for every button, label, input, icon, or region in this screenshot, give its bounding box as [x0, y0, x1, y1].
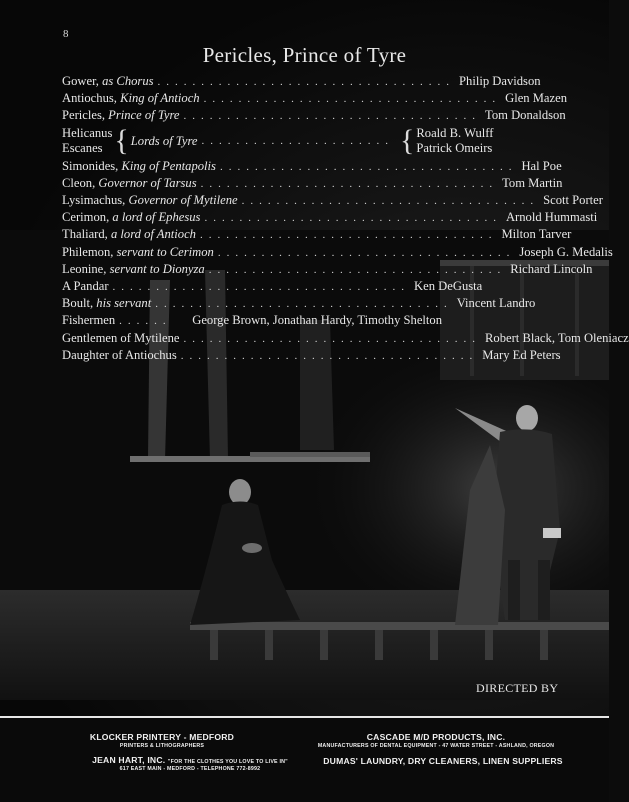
leader-dots: .................................. [219, 160, 518, 173]
role-name: Escanes [62, 141, 103, 156]
role-description: King of Pentapolis [121, 158, 216, 173]
lords-roles [62, 126, 112, 156]
role-name: Fishermen [62, 313, 116, 328]
actor-name: George Brown, Jonathan Hardy, Timothy Shelton [192, 313, 442, 328]
cast-row [62, 261, 593, 278]
cast-row [62, 330, 629, 347]
page-title: Pericles, Prince of Tyre [202, 43, 407, 67]
role-name: Cleon, [62, 175, 96, 190]
actor-name: Scott Porter [543, 193, 603, 208]
cast-row [62, 192, 603, 209]
lords-actors [416, 126, 493, 156]
leader-dots: .................................. [208, 263, 507, 276]
sponsor-jean-hart [60, 755, 320, 772]
actor-name: Mary Ed Peters [482, 347, 561, 362]
cast-row [62, 209, 598, 226]
actor-name: Tom Martin [502, 175, 563, 190]
leader-dots: .................................. [217, 246, 516, 259]
role-description: his servant [96, 296, 152, 311]
leader-dots: .................................. [241, 195, 540, 208]
actor-name: Arnold Hummasti [505, 210, 598, 225]
role-description: Governor of Mytilene [128, 193, 238, 208]
leader-dots: .................................. [183, 332, 482, 345]
brace-icon: { [114, 124, 129, 158]
cast-row [62, 226, 572, 243]
leader-dots: ...................... [201, 135, 394, 147]
sponsor-subtitle: MANUFACTURERS OF DENTAL EQUIPMENT - 47 WATER STREET - ASHLAND, OREGON [317, 743, 555, 749]
role-name: Thaliard, [62, 227, 108, 242]
cast-row [62, 90, 568, 107]
role-name: Gower, [62, 74, 99, 88]
sponsor-cascade [305, 732, 567, 749]
role-name: A Pandar [62, 279, 109, 294]
actor-name: Roald B. Wulff [416, 126, 494, 141]
sponsor-klocker [62, 732, 262, 749]
actor-name: Ken DeGusta [414, 279, 483, 294]
role-name: Simonides, [62, 158, 119, 173]
role-name: Helicanus [62, 126, 113, 141]
role-description: Prince of Tyre [108, 108, 180, 123]
leader-dots: .................................. [183, 110, 482, 123]
role-name: Antiochus, [62, 91, 117, 106]
role-description: a lord of Antioch [110, 227, 196, 242]
leader-dots: .................................. [199, 229, 498, 242]
role-name: Gentlemen of Mytilene [62, 330, 180, 345]
leader-dots: .................................. [155, 298, 453, 311]
role-description: as Chorus [102, 74, 154, 88]
sponsor-footer [0, 716, 609, 802]
actor-name: Glen Mazen [505, 91, 568, 106]
sponsor-name: CASCADE M/D PRODUCTS, INC. [366, 732, 506, 742]
role-group: Lords of Tyre [130, 134, 198, 148]
role-description: servant to Dionyza [109, 261, 205, 276]
sponsor-name: KLOCKER PRINTERY - MEDFORD [89, 732, 235, 742]
actor-name: Hal Poe [521, 158, 562, 173]
cast-row-lords [62, 124, 494, 158]
leader-dots: .................................. [157, 76, 456, 88]
cast-row [62, 244, 613, 261]
leader-dots: .................................. [180, 349, 479, 362]
role-name: Lysimachus, [62, 193, 126, 208]
cast-row [62, 312, 442, 329]
actor-name: Vincent Landro [456, 296, 536, 311]
role-name: Philemon, [62, 244, 114, 259]
actor-name: Robert Black, Tom Oleniacz [485, 330, 629, 345]
sponsor-dumas [318, 756, 568, 766]
brace-icon: { [399, 124, 415, 158]
actor-name: Milton Tarver [501, 227, 572, 242]
role-name: Boult, [62, 296, 94, 311]
cast-row [62, 278, 483, 295]
role-description: a lord of Ephesus [112, 210, 201, 225]
sponsor-subtitle: PRINTERS & LITHOGRAPHERS [119, 743, 205, 749]
sponsor-subtitle: 617 EAST MAIN - MEDFORD - TELEPHONE 772-8992 [119, 766, 261, 772]
cast-row [62, 175, 563, 192]
leader-dots: ...... [119, 315, 172, 328]
sponsor-name: DUMAS' LAUNDRY, DRY CLEANERS, LINEN SUPPLIERS [323, 756, 563, 766]
actor-name: Joseph G. Medalis [519, 244, 613, 259]
role-name: Leonine, [62, 261, 107, 276]
cast-row [62, 347, 561, 364]
role-name: Cerimon, [62, 210, 110, 225]
cast-row [62, 295, 536, 312]
actor-name: Patrick Omeirs [416, 141, 493, 156]
leader-dots: .................................. [204, 212, 502, 225]
directed-by-label: DIRECTED BY [476, 681, 559, 695]
cast-list [62, 73, 629, 364]
leader-dots: .................................. [112, 281, 411, 294]
actor-name: Tom Donaldson [485, 108, 566, 123]
sponsor-name: JEAN HART, INC. [92, 755, 166, 765]
leader-dots: .................................. [200, 177, 499, 190]
leader-dots: .................................. [203, 93, 502, 106]
cast-row [62, 158, 562, 175]
sponsor-tagline: "FOR THE CLOTHES YOU LOVE TO LIVE IN" [167, 759, 288, 765]
actor-name: Richard Lincoln [510, 261, 593, 276]
cast-row [62, 73, 541, 90]
cast-row [62, 107, 566, 124]
role-name: Daughter of Antiochus [62, 347, 177, 362]
role-name: Pericles, [62, 108, 106, 123]
role-description: servant to Cerimon [116, 244, 214, 259]
actor-name: Philip Davidson [459, 74, 541, 88]
role-description: Governor of Tarsus [98, 175, 197, 190]
role-description: King of Antioch [120, 91, 200, 106]
page-number: 8 [63, 28, 69, 40]
